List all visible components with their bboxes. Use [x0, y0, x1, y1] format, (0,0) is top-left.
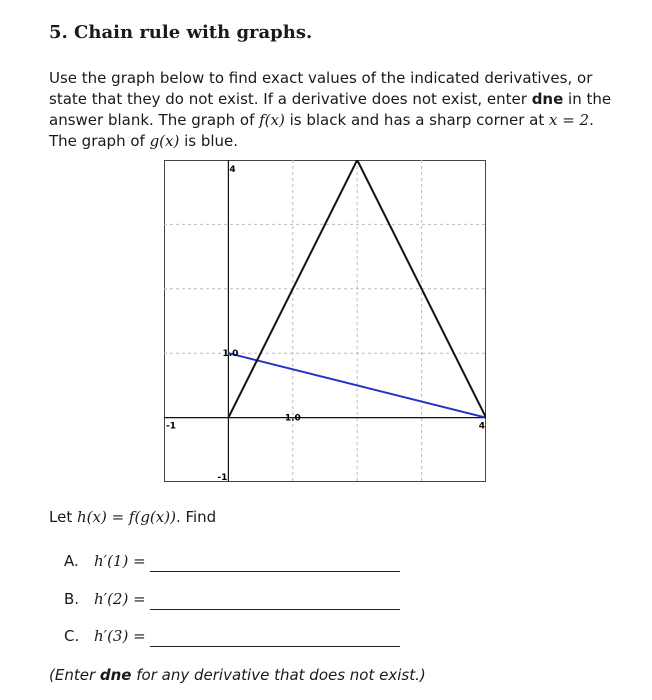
f-of-x: f(x): [259, 111, 285, 129]
part-c: [64, 627, 400, 647]
x-one-label: 1.0: [284, 413, 301, 424]
part-a: [64, 552, 400, 572]
y-neg-one-label: -1: [217, 473, 228, 482]
note-prefix: (Enter: [49, 666, 100, 684]
function-graph: [164, 160, 486, 482]
h-definition: h(x) = f(g(x)): [76, 508, 176, 526]
corner-location: x = 2: [548, 111, 590, 129]
intro-text: is black and has a sharp corner at: [284, 111, 549, 129]
intro-text: is blue.: [179, 132, 239, 150]
intro-text: . The graph of: [49, 111, 594, 150]
dne-keyword: dne: [531, 90, 564, 108]
part-a-answer-input[interactable]: [150, 553, 400, 572]
dne-note: [49, 666, 426, 684]
g-of-x: g(x): [149, 132, 180, 150]
let-text: Let: [49, 508, 77, 526]
part-c-expression: h′(3) =: [94, 627, 146, 645]
definition-line: [49, 508, 216, 526]
problem-instructions: [49, 68, 619, 152]
find-text: . Find: [175, 508, 217, 526]
part-b: [64, 590, 400, 610]
part-b-expression: h′(2) =: [94, 590, 146, 608]
intro-text: Use the graph below to find exact values of the indicated derivatives, or state that they do not exist. If a derivative does not exist, enter: [49, 69, 593, 108]
part-a-expression: h′(1) =: [94, 552, 146, 570]
note-suffix: for any derivative that does not exist.): [131, 666, 426, 684]
y-one-label: 1.0: [222, 349, 239, 360]
y-top-label: 4: [229, 165, 236, 175]
intro-text: in the answer blank. The graph of: [49, 90, 612, 129]
note-dne: dne: [99, 666, 132, 684]
part-a-label: A.: [64, 552, 79, 570]
part-b-label: B.: [64, 590, 80, 608]
problem-title: 5. Chain rule with graphs.: [49, 22, 313, 43]
part-c-label: C.: [64, 627, 80, 645]
x-neg-one-label: -1: [166, 421, 176, 432]
x-four-label: 4: [478, 421, 485, 432]
part-c-answer-input[interactable]: [150, 628, 400, 647]
part-b-answer-input[interactable]: [150, 591, 400, 610]
